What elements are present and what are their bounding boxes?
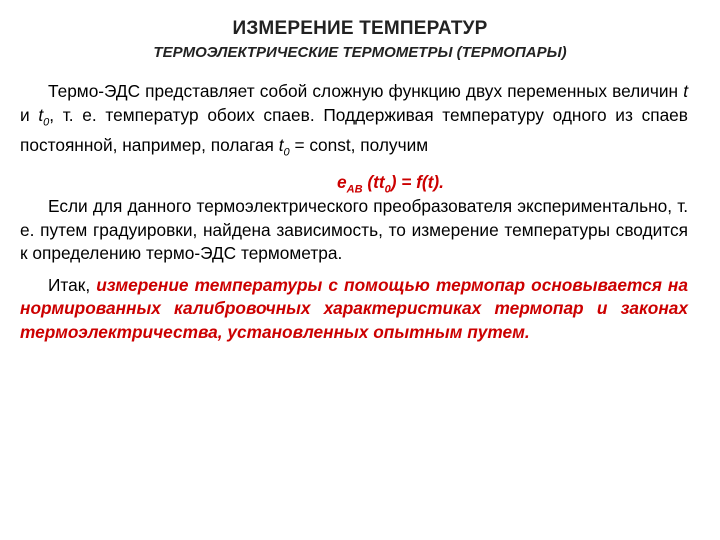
p1-text-3: = const, получим	[289, 135, 429, 156]
p1-var-t0b: $t_0$	[278, 135, 290, 159]
slide-body	[20, 80, 688, 344]
p1-and: и	[20, 104, 39, 125]
p1-var-t: t	[683, 81, 688, 101]
p3-emphasis: измерение температуры с помощью термопар основывается на нормированных калибровочных характеристиках термопар и законах термоэлектричества, установленных опытным путем.	[20, 274, 688, 342]
page-title: ИЗМЕРЕНИЕ ТЕМПЕРАТУР	[232, 18, 488, 39]
p3-lead: Итак,	[48, 274, 97, 295]
p1-text-1: Термо-ЭДС представляет собой сложную функцию двух переменных величин	[48, 81, 684, 101]
paragraph-3	[20, 274, 688, 345]
p1-var-t0: $t_0$	[38, 104, 50, 128]
p1-text-2: , т. е. температур обоих спаев. Поддерживая температуру одного из спаев постоянной, например, полагая	[20, 104, 688, 156]
paragraph-1	[20, 80, 688, 165]
paragraph-2: Если для данного термоэлектрического преобразователя экспериментально, т. е. путем градуировки, найдена зависимость, то измерение температуры сводится к определению термо-ЭДС термометра.	[20, 196, 688, 264]
formula: $e_{AB}$ $(tt_0) = f(t)$.	[337, 172, 444, 196]
page-subtitle: ТЕРМОЭЛЕКТРИЧЕСКИЕ ТЕРМОМЕТРЫ (ТЕРМОПАРЫ)	[153, 44, 567, 61]
